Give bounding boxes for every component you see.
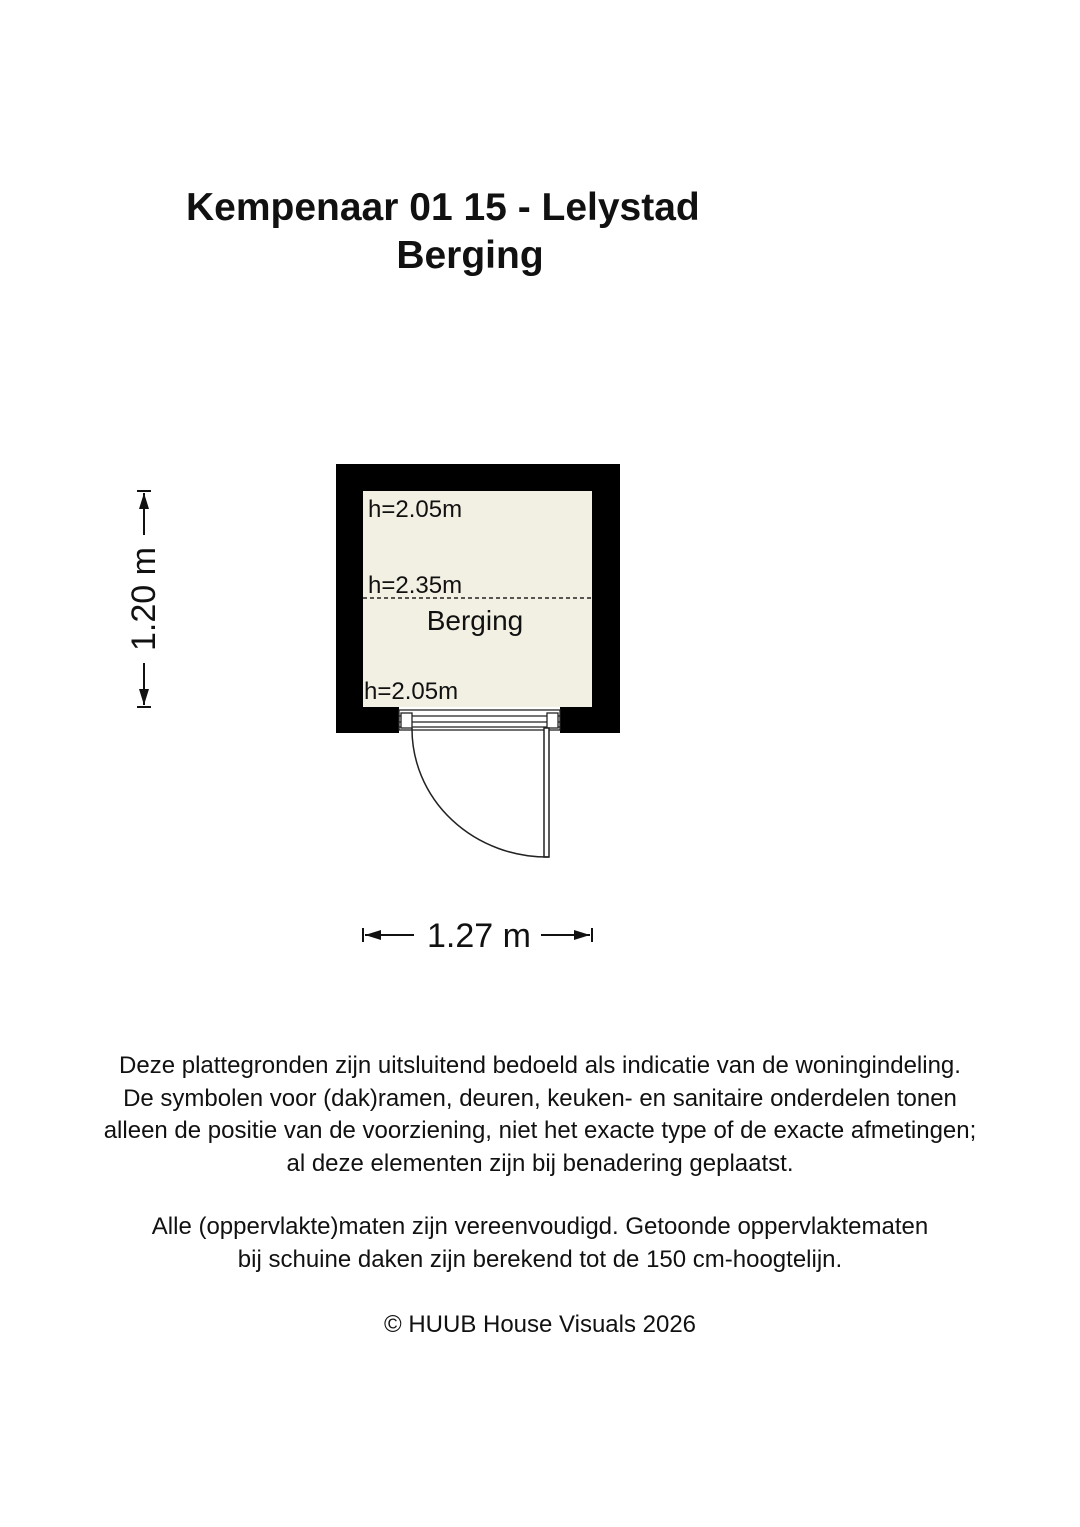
height-label-mid: h=2.35m [368,572,463,599]
height-label-top: h=2.05m [368,496,463,523]
height-dimension-label: 1.20 m [125,547,163,651]
room-label: Berging [426,605,524,636]
disclaimer-line: Alle (oppervlakte)maten zijn vereenvoudigd. Getoonde oppervlaktematen [151,1213,929,1240]
disclaimer-line: Deze plattegronden zijn uitsluitend bedoeld als indicatie van de woningindeling. [119,1052,961,1079]
disclaimer-line: al deze elementen zijn bij benadering geplaatst. [286,1149,794,1177]
plan-title: Kempenaar 01 15 - Lelystad [186,186,700,229]
height-label-bottom: h=2.05m [364,678,459,705]
plan-subtitle: Berging [396,234,544,277]
disclaimer-paragraph-2 [0,1211,1080,1276]
door-swing [412,728,549,857]
room-floor [363,491,592,707]
disclaimer-line: alleen de positie van de voorziening, niet het exacte type of de exacte afmetingen; [103,1117,977,1144]
copyright-notice: © HUUB House Visuals 2026 [383,1311,697,1338]
width-dimension-label: 1.27 m [427,917,531,955]
door-frame [399,710,560,730]
disclaimer-line: De symbolen voor (dak)ramen, deuren, keuken- en sanitaire onderdelen tonen [123,1084,957,1112]
disclaimer-line: bij schuine daken zijn berekend tot de 150 cm-hoogtelijn. [237,1245,843,1273]
disclaimer-paragraph-1 [0,1050,1080,1180]
